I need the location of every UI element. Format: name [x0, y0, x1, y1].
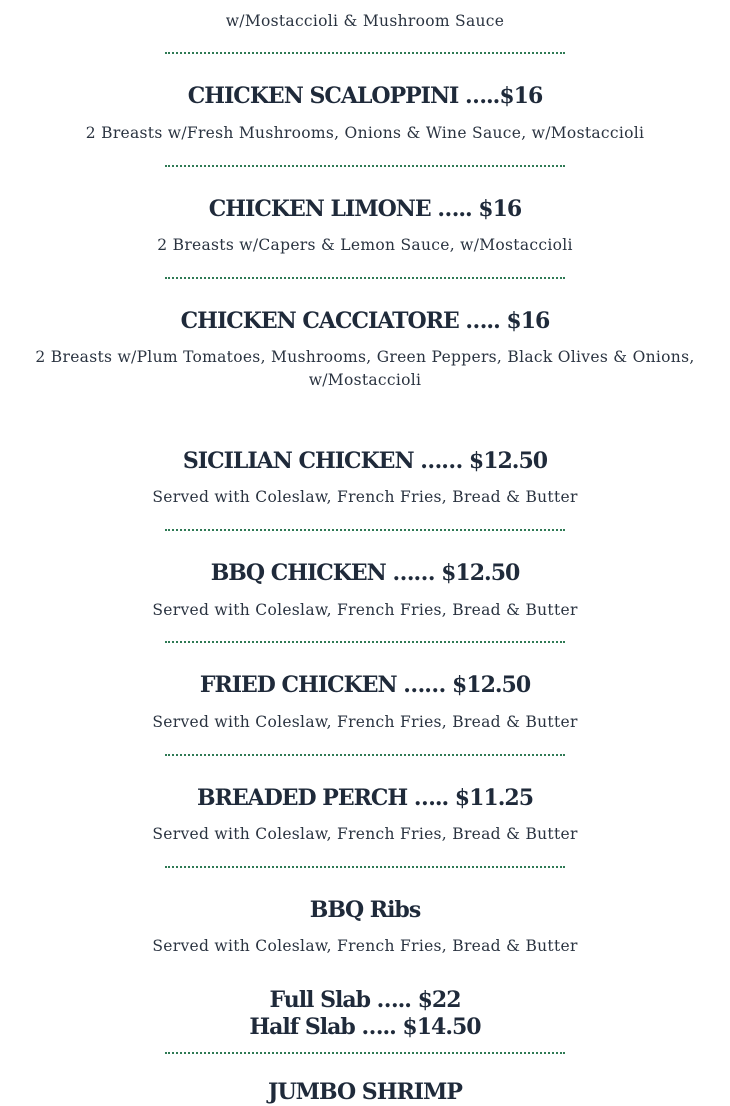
item-description: Served with Coleslaw, French Fries, Bread & Butter: [152, 937, 578, 955]
price-line: Half Slab ….. $14.50: [249, 1014, 481, 1040]
item-description: w/Mostaccioli & Mushroom Sauce: [225, 12, 505, 30]
dotted-divider: [165, 277, 565, 279]
item-title: BBQ CHICKEN …… $12.50: [210, 560, 520, 586]
dotted-divider: [165, 52, 565, 54]
item-title: JUMBO SHRIMP: [268, 1079, 462, 1105]
item-description: 2 Breasts w/Plum Tomatoes, Mushrooms, Green Peppers, Black Olives & Onions, w/Mostaccioli: [35, 348, 695, 389]
item-title: FRIED CHICKEN …… $12.50: [199, 672, 531, 698]
item-description: Served with Coleslaw, French Fries, Bread & Butter: [152, 713, 578, 731]
item-description: Served with Coleslaw, French Fries, Bread & Butter: [152, 825, 578, 843]
item-title: CHICKEN CACCIATORE ….. $16: [180, 308, 550, 334]
item-title: BBQ Ribs: [309, 897, 421, 923]
dotted-divider: [165, 754, 565, 756]
item-description: Served with Coleslaw, French Fries, Bread & Butter: [152, 601, 578, 619]
item-description: 2 Breasts w/Capers & Lemon Sauce, w/Mostaccioli: [157, 236, 573, 254]
dotted-divider: [165, 866, 565, 868]
item-description: 2 Breasts w/Fresh Mushrooms, Onions & Wine Sauce, w/Mostaccioli: [85, 124, 645, 142]
dotted-divider: [165, 165, 565, 167]
item-title: SICILIAN CHICKEN …… $12.50: [182, 448, 548, 474]
dotted-divider: [165, 1052, 565, 1054]
item-title: CHICKEN LIMONE ….. $16: [208, 196, 522, 222]
item-title: BREADED PERCH ….. $11.25: [196, 785, 534, 811]
item-description: Served with Coleslaw, French Fries, Bread & Butter: [152, 488, 578, 506]
item-title: CHICKEN SCALOPPINI …..$16: [187, 83, 543, 109]
dotted-divider: [165, 529, 565, 531]
price-line: Full Slab ….. $22: [269, 987, 461, 1013]
dotted-divider: [165, 641, 565, 643]
